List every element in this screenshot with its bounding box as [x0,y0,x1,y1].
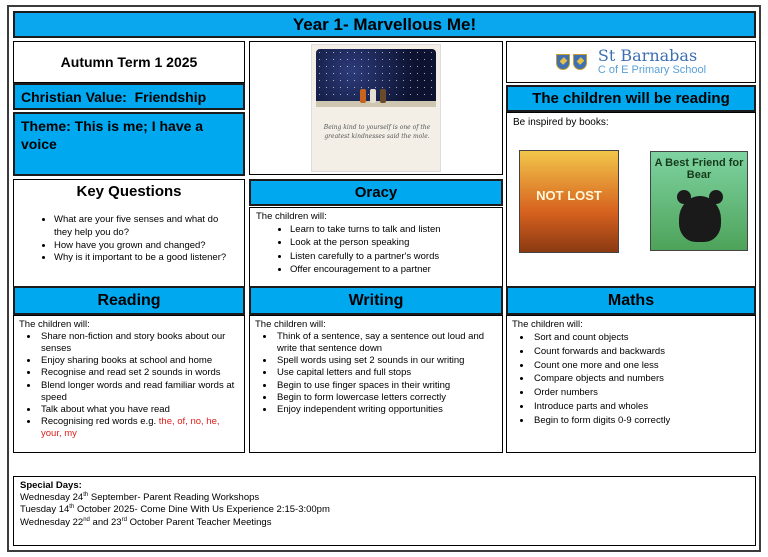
special-days-heading: Special Days: [20,480,82,491]
school-subtitle: C of E Primary School [597,63,707,76]
list-item: • How have you grown and changed? [54,240,238,253]
oracy-heading-box [249,179,503,206]
book-title: NOT LOST [536,188,602,203]
christian-value: Friendship [134,88,207,105]
maths-intro: The children will: [512,319,583,330]
maths-list [512,331,750,427]
illustration-image [311,44,441,172]
list-item: • Count one more and one less [532,359,750,373]
writing-intro: The children will: [255,319,326,330]
list-item: • Look at the person speaking [290,236,496,249]
list-item: • What are your five senses and what do they help you do? [54,214,238,240]
theme-box [13,112,245,176]
list-item: • Why is it important to be a good listener? [54,252,238,265]
special-days-box [13,476,756,546]
term-box [13,41,245,83]
special-day-line: Wednesday 22nd and 23rd October Parent Teacher Meetings [20,516,272,528]
list-item: • Share non-fiction and story books about our senses [39,331,239,355]
book-cover-not-lost [519,150,619,253]
theme-text: Theme: This is me; I have a voice [21,118,204,152]
book-cover-best-friend-for-bear [650,151,748,251]
page [7,5,761,552]
red-words-label: Recognising red words e.g. [41,416,159,428]
list-item: • Enjoy sharing books at school and home [39,355,239,367]
list-item: • Compare objects and numbers [532,372,750,386]
reading-intro: The children will: [19,319,90,330]
reading-box [13,315,245,453]
list-item: • Think of a sentence, say a sentence out loud and write that sentence down [275,331,497,355]
books-box [506,112,756,287]
reading-list [19,331,239,440]
christian-value-box [13,83,245,110]
list-item: • Learn to take turns to talk and listen [290,223,496,236]
key-questions-list [20,214,238,265]
book-title: A Best Friend for Bear [654,157,744,181]
list-item: • Recognise and read set 2 sounds in words [39,367,239,379]
reading-heading: Reading [97,291,161,309]
list-item: • Introduce parts and wholes [532,400,750,414]
oracy-box [249,207,503,287]
reading-books-heading-box [506,85,756,112]
writing-list [255,331,497,416]
list-item: • Offer encouragement to a partner [290,263,496,276]
maths-heading-box [506,286,756,315]
photo-box [249,41,503,175]
list-item: • Talk about what you have read [39,404,239,416]
oracy-heading: Oracy [354,184,398,201]
page-title: Year 1- Marvellous Me! [292,14,477,34]
special-day-line: Wednesday 24th September- Parent Reading Workshops [20,492,260,504]
crest-icon [556,54,570,70]
page-title-bar [13,11,756,38]
writing-heading-box [249,286,503,315]
list-item: • Begin to form digits 0-9 correctly [532,414,750,428]
writing-box [249,315,503,453]
books-intro: Be inspired by books: [513,117,609,128]
crest-icon [573,54,587,70]
maths-box [506,315,756,453]
red-words: the, of, no, he, your, my [41,416,220,440]
list-item: • Spell words using set 2 sounds in our writing [275,355,497,367]
maths-heading: Maths [607,291,655,309]
key-questions-heading: Key Questions [76,183,182,200]
special-day-line: Tuesday 14th October 2025- Come Dine With Us Experience 2:15-3:00pm [20,504,330,516]
oracy-intro: The children will: [256,211,327,222]
list-item [39,416,239,440]
reading-books-heading: The children will be reading [532,90,730,107]
key-questions-box [13,179,245,287]
reading-heading-box [13,286,245,315]
list-item: • Sort and count objects [532,331,750,345]
list-item: • Order numbers [532,386,750,400]
term-label: Autumn Term 1 2025 [60,54,198,70]
list-item: • Enjoy independent writing opportunities [275,404,497,416]
christian-value-label: Christian Value: [21,88,127,105]
list-item: • Count forwards and backwards [532,345,750,359]
school-name: St Barnabas [597,45,698,65]
list-item: • Use capital letters and full stops [275,367,497,379]
illustration-quote: Being kind to yourself is one of the greatest kindnesses said the mole. [323,124,431,140]
bear-icon [679,196,721,242]
list-item: • Begin to use finger spaces in their writing [275,380,497,392]
list-item: • Listen carefully to a partner's words [290,250,496,263]
list-item: • Begin to form lowercase letters correctly [275,392,497,404]
writing-heading: Writing [348,291,404,309]
school-logo-box [506,41,756,83]
list-item: • Blend longer words and read familiar words at speed [39,380,239,404]
oracy-list [256,223,496,276]
